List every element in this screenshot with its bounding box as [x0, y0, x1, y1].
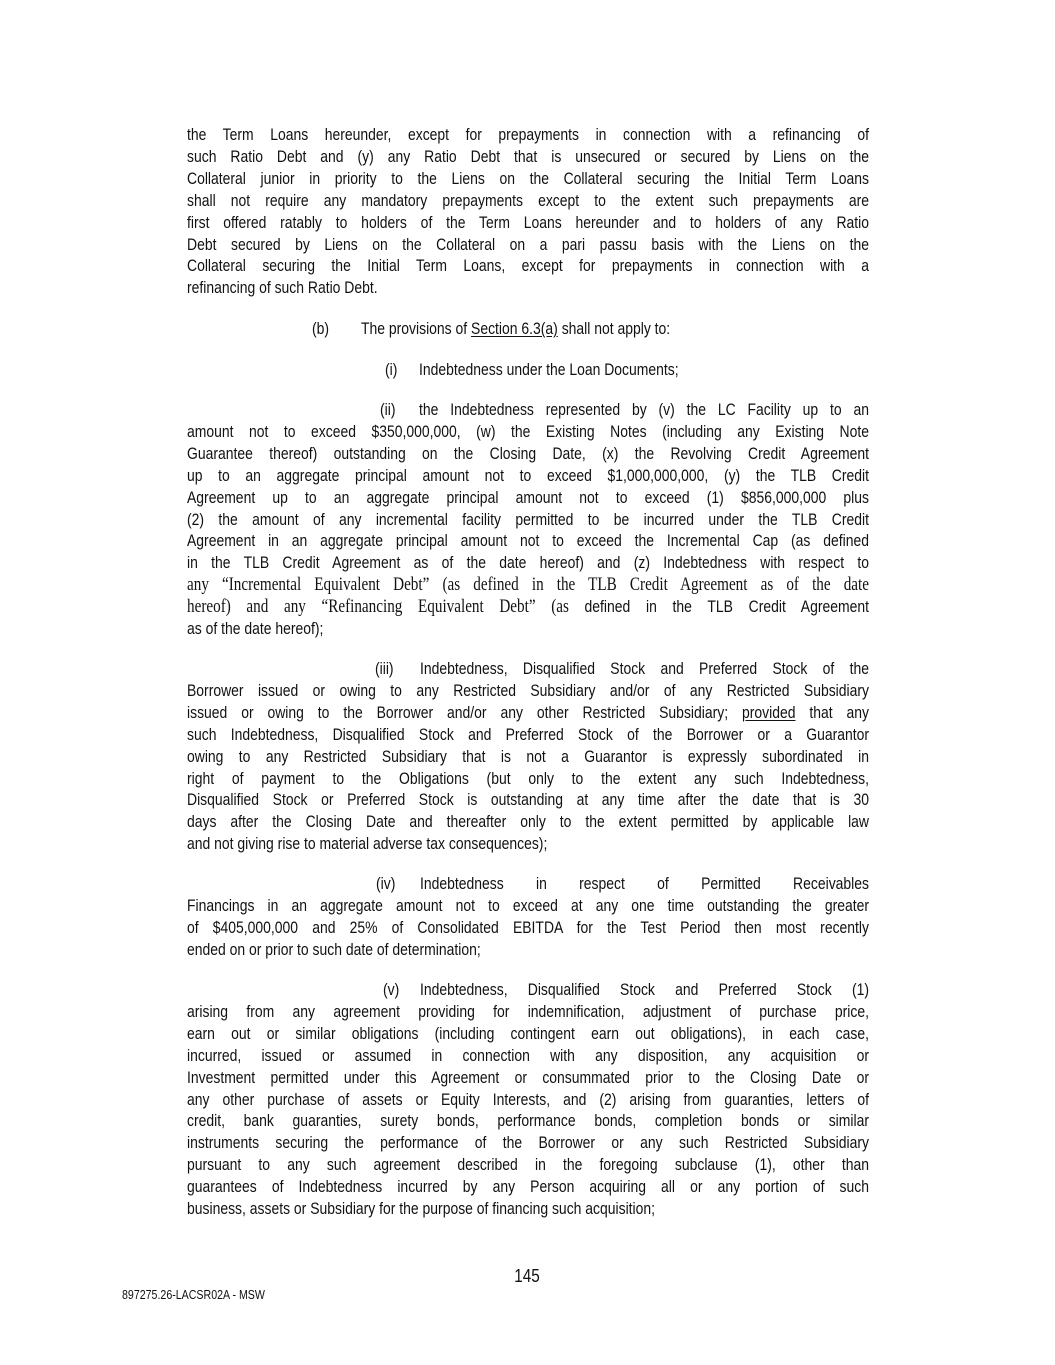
paragraph-ii-line [187, 596, 869, 618]
line-text: Indebtedness, Disqualified Stock and Preferred Stock (1) [419, 980, 869, 999]
line-text: The provisions of [360, 319, 472, 338]
line-text: Guarantee thereof) outstanding on the Closing Date, (x) the Revolving Credit Agreement [187, 443, 869, 463]
clause-marker: (v) [383, 980, 400, 999]
paragraph-ii-line [187, 465, 869, 487]
line-text: first offered ratably to holders of the Term Loans hereunder and to holders of any Ratio [187, 212, 869, 232]
line-text: days after the Closing Date and thereafter only to the extent permitted by applicable law [187, 812, 869, 832]
paragraph-ii-line [187, 530, 869, 552]
paragraph-iii-line [375, 658, 869, 680]
line-text: Collateral securing the Initial Term Loans, except for prepayments in connection with a [187, 256, 869, 276]
paragraph-ii-line [380, 399, 869, 421]
line-text: as of the date hereof); [187, 619, 324, 638]
line-text: owing to any Restricted Subsidiary that is not a Guarantor is expressly subordinated in [187, 746, 869, 766]
paragraph-ii-line [187, 509, 869, 531]
line-text: amount not to exceed $350,000,000, (w) the Existing Notes (including any Existing Note [187, 421, 869, 441]
paragraph-continuation-line [187, 234, 869, 256]
paragraph-v-line [187, 1110, 869, 1132]
line-text: defined in the TLB Credit Agreement [584, 597, 869, 617]
line-text: Debt secured by Liens on the Collateral on a pari passu basis with the Liens on the [187, 234, 869, 254]
document-footer-id: 897275.26-LACSR02A - MSW [122, 1288, 265, 1302]
clause-marker: (iii) [375, 659, 394, 678]
line-text: pursuant to any such agreement described in the foregoing subclause (1), other than [187, 1155, 869, 1175]
paragraph-continuation-line [187, 190, 869, 212]
line-text: up to an aggregate principal amount not to exceed $1,000,000,000, (y) the TLB Credit [187, 465, 869, 485]
paragraph-iii-line [187, 768, 869, 790]
paragraph-iii-line [187, 789, 869, 811]
paragraph-v-line [187, 1001, 869, 1023]
paragraph-iii-line [187, 680, 869, 702]
paragraph-v-line [187, 1089, 869, 1111]
paragraph-iii-line [187, 811, 869, 833]
paragraph-v-line [187, 1023, 869, 1045]
line-text: Indebtedness, Disqualified Stock and Preferred Stock of the [419, 659, 869, 678]
line-text: refinancing of such Ratio Debt. [187, 278, 378, 298]
paragraph-ii-line [187, 552, 869, 574]
paragraph-ii-line [187, 421, 869, 443]
line-text: shall not require any mandatory prepayments except to the extent such prepayments are [187, 190, 869, 210]
line-text: right of payment to the Obligations (but only to the extent any such Indebtedness, [187, 768, 869, 788]
line-text: arising from any agreement providing for indemnification, adjustment of purchase price, [187, 1001, 869, 1021]
paragraph-ii-line [187, 618, 869, 640]
clause-marker: (ii) [380, 400, 396, 419]
paragraph-v-line [187, 1045, 869, 1067]
line-text: credit, bank guaranties, surety bonds, performance bonds, completion bonds or similar [187, 1111, 869, 1131]
paragraph-iii-line [187, 746, 869, 768]
line-text: any “Incremental Equivalent Debt” (as defined in the TLB Credit Agreement as of the date [187, 575, 869, 596]
line-text: Financings in an aggregate amount not to exceed at any one time outstanding the greater [187, 895, 869, 915]
paragraph-v-line [187, 1176, 869, 1198]
paragraph-iii-line [187, 833, 869, 855]
line-text: in the TLB Credit Agreement as of the date hereof) and (z) Indebtedness with respect to [187, 553, 869, 573]
paragraph-v-line [187, 1132, 869, 1154]
paragraph-v-line [187, 1154, 869, 1176]
paragraph-continuation-line [187, 146, 869, 168]
paragraph-continuation-line [187, 255, 869, 277]
line-text: the Indebtedness represented by (v) the LC Facility up to an [418, 400, 869, 419]
paragraph-continuation-line [187, 168, 869, 190]
paragraph-iii-line [187, 702, 869, 724]
line-text: guarantees of Indebtedness incurred by any Person acquiring all or any portion of such [187, 1177, 869, 1197]
line-text: of $405,000,000 and 25% of Consolidated EBITDA for the Test Period then most recently [187, 917, 869, 937]
line-text: ended on or prior to such date of determination; [187, 939, 481, 959]
line-text: Investment permitted under this Agreement or consummated prior to the Closing Date or [187, 1067, 869, 1087]
paragraph-iv-line [376, 873, 869, 895]
line-text: issued or owing to the Borrower and/or any other Restricted Subsidiary; [187, 702, 742, 722]
line-text: that any [795, 702, 869, 722]
paragraph-ii-line [187, 487, 869, 509]
paragraph-iv-line [187, 917, 869, 939]
line-text: earn out or similar obligations (including contingent earn out obligations), in each case, [187, 1023, 869, 1043]
page-number-text: 145 [514, 1266, 541, 1286]
paragraph-continuation-line [187, 124, 869, 146]
line-text: the Term Loans hereunder, except for prepayments in connection with a refinancing of [187, 125, 869, 144]
line-text: and not giving rise to material adverse tax consequences); [187, 834, 548, 854]
line-text: such Indebtedness, Disqualified Stock and Preferred Stock of the Borrower or a Guarantor [187, 724, 869, 744]
paragraph-continuation-line [187, 277, 869, 299]
line-text: hereof) and any “Refinancing Equivalent Debt” (as [187, 597, 585, 618]
clause-marker: (i) [385, 360, 398, 379]
paragraph-continuation-line [187, 212, 869, 234]
paragraph-iv-line [187, 939, 869, 961]
line-text: shall not apply to: [557, 319, 671, 338]
line-text: Borrower issued or owing to any Restricted Subsidiary and/or of any Restricted Subsidiary [187, 680, 869, 700]
paragraph-b-line [312, 318, 869, 340]
line-text: such Ratio Debt and (y) any Ratio Debt that is unsecured or secured by Liens on the [187, 146, 869, 166]
clause-marker: (iv) [376, 874, 396, 893]
line-text: Collateral junior in priority to the Liens on the Collateral securing the Initial Term Loans [187, 168, 869, 188]
line-text: business, assets or Subsidiary for the purpose of financing such acquisition; [187, 1199, 656, 1218]
line-text: Indebtedness in respect of Permitted Receivables [419, 874, 869, 893]
paragraph-v-line [383, 979, 869, 1001]
line-text: incurred, issued or assumed in connection with any disposition, any acquisition or [187, 1045, 869, 1065]
paragraph-iv-line [187, 895, 869, 917]
paragraph-v-line [187, 1198, 869, 1220]
line-text: Indebtedness under the Loan Documents; [418, 360, 679, 379]
paragraph-ii-line [187, 574, 869, 596]
line-text: Agreement in an aggregate principal amount not to exceed the Incremental Cap (as defined [187, 531, 869, 551]
line-text: instruments securing the performance of the Borrower or any such Restricted Subsidiary [187, 1133, 869, 1153]
cross-reference-link: Section 6.3(a) [471, 319, 558, 338]
paragraph-v-line [187, 1067, 869, 1089]
line-text: Disqualified Stock or Preferred Stock is outstanding at any time after the date that is 30 [187, 790, 869, 810]
cross-reference-link: provided [741, 702, 796, 722]
page-number [0, 1266, 1055, 1287]
paragraph-iii-line [187, 724, 869, 746]
line-text: any other purchase of assets or Equity Interests, and (2) arising from guaranties, letters of [187, 1089, 869, 1109]
line-text: Agreement up to an aggregate principal amount not to exceed (1) $856,000,000 plus [187, 487, 869, 507]
line-text: (2) the amount of any incremental facility permitted to be incurred under the TLB Credit [187, 509, 869, 529]
clause-marker: (b) [312, 319, 330, 338]
paragraph-ii-line [187, 443, 869, 465]
paragraph-i-line [385, 359, 869, 381]
